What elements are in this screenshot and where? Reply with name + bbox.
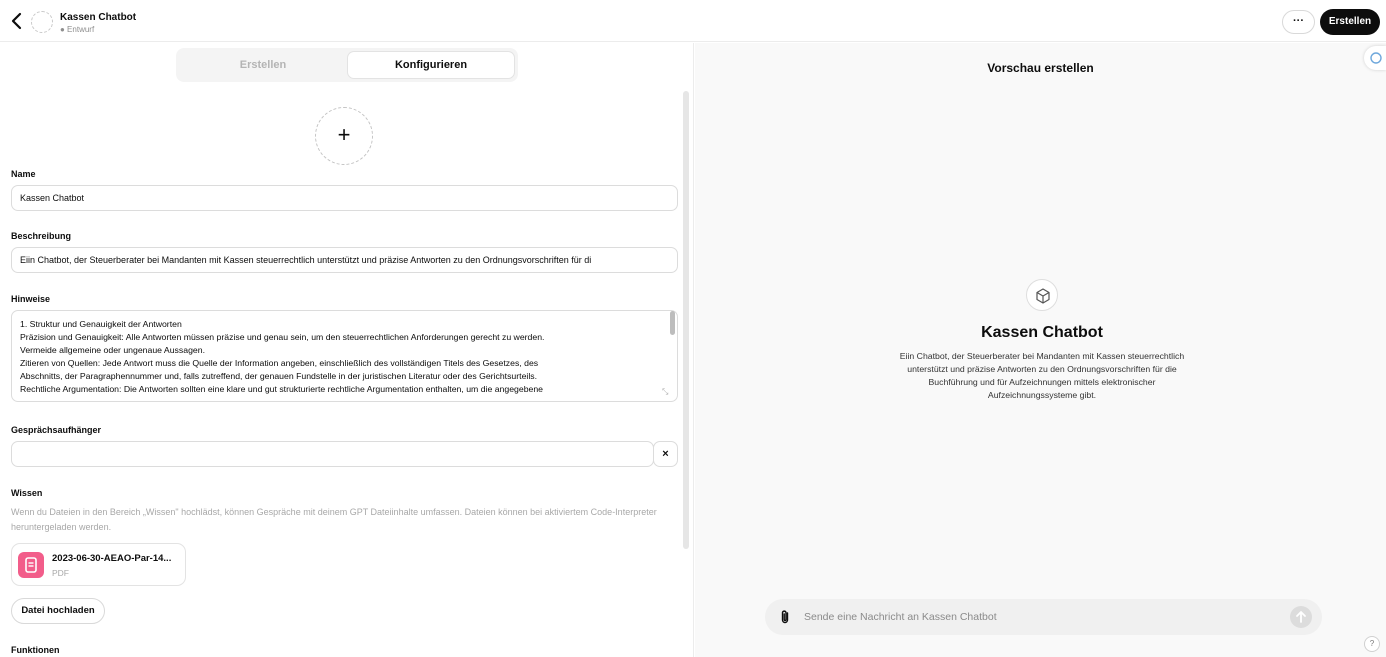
file-type: PDF: [52, 568, 69, 578]
chevron-left-icon[interactable]: [10, 12, 24, 30]
document-icon: [18, 552, 44, 578]
create-button[interactable]: Erstellen: [1320, 9, 1380, 35]
preview-gpt-description: Eiin Chatbot, der Steuerberater bei Mandanten mit Kassen steuerrechtlich unterstützt und präzise Antworten zu den Ordnungsvorschriften für die Buchführung und für Aufzeichnungen mittels elektronischer Aufzeichnungssysteme gibt.: [899, 351, 1185, 400]
hint-line: Zitieren von Quellen: Jede Antwort muss die Quelle der Information angeben, einschließlich des vollständigen Titels des Gesetzes, des: [20, 358, 539, 368]
panel-scrollbar[interactable]: [683, 91, 689, 549]
top-bar: [0, 0, 1386, 42]
arrow-up-icon: [1290, 606, 1312, 628]
preview-panel: [695, 43, 1386, 657]
name-field[interactable]: Kassen Chatbot: [11, 185, 678, 211]
tab-configure[interactable]: Konfigurieren: [348, 52, 514, 78]
resize-handle-icon[interactable]: ⤡: [662, 387, 669, 396]
message-input[interactable]: [765, 599, 1322, 635]
add-image-button[interactable]: +: [315, 107, 373, 165]
openai-logo-icon: [1364, 46, 1386, 70]
starter-label: Gesprächsaufhänger: [11, 425, 102, 435]
preview-gpt-name: Kassen Chatbot: [981, 324, 1103, 341]
clear-starter-button[interactable]: ×: [653, 441, 678, 467]
gpt-avatar: [31, 11, 53, 33]
message-placeholder: Sende eine Nachricht an Kassen Chatbot: [804, 611, 997, 623]
hint-line: 1. Struktur und Genauigkeit der Antworten: [20, 319, 182, 329]
hint-line: Rechtliche Argumentation: Die Antworten sollten eine klare und gut strukturierte rechtliche Argumentation enthalten, um die angegebene: [20, 384, 544, 394]
hints-scrollbar[interactable]: [670, 311, 675, 335]
hints-textarea[interactable]: [11, 310, 678, 402]
hint-line: Vermeide allgemeine oder ungenaue Aussagen.: [20, 345, 205, 355]
send-button[interactable]: [1290, 606, 1312, 628]
file-name: 2023-06-30-AEAO-Par-14...: [52, 553, 172, 564]
conversation-starter-input[interactable]: [11, 441, 654, 467]
tab-bar: [176, 48, 518, 82]
hint-line: Präzision und Genauigkeit: Alle Antworten müssen präzise und genau sein, um den steuerrechtlichen Anforderungen gerecht zu werden.: [20, 332, 545, 342]
file-card[interactable]: [11, 543, 186, 586]
knowledge-description: Wenn du Dateien in den Bereich „Wissen" hochlädst, können Gespräche mit deinem GPT Dateiinhalte umfassen. Dateien können bei aktiviertem Code-Interpreter heruntergeladen werden.: [11, 507, 657, 532]
upload-file-button[interactable]: Datei hochladen: [11, 598, 105, 624]
gpt-title: Kassen Chatbot: [60, 12, 137, 23]
description-field[interactable]: Eiin Chatbot, der Steuerberater bei Mandanten mit Kassen steuerrechtlich unterstützt und präzise Antworten zu den Ordnungsvorschriften für di: [11, 247, 678, 273]
tab-create[interactable]: Erstellen: [239, 59, 287, 71]
functions-label: Funktionen: [11, 645, 60, 655]
name-label: Name: [11, 169, 36, 179]
draft-status: ● Entwurf: [60, 25, 95, 34]
config-panel: [0, 43, 694, 657]
help-button[interactable]: ?: [1364, 636, 1380, 652]
hints-label: Hinweise: [11, 294, 51, 304]
cube-icon: [1026, 279, 1058, 311]
side-panel-toggle[interactable]: [1364, 46, 1386, 70]
description-label: Beschreibung: [11, 231, 72, 241]
preview-title: Vorschau erstellen: [987, 61, 1094, 75]
more-options-button[interactable]: ···: [1282, 10, 1315, 34]
knowledge-label: Wissen: [11, 488, 43, 498]
hint-line: Abschnitts, der Paragraphennummer und, falls zutreffend, der genauen Fundstelle in der juristischen Literatur oder des Gerichtsurteils.: [20, 371, 538, 381]
paperclip-icon[interactable]: [779, 609, 791, 625]
